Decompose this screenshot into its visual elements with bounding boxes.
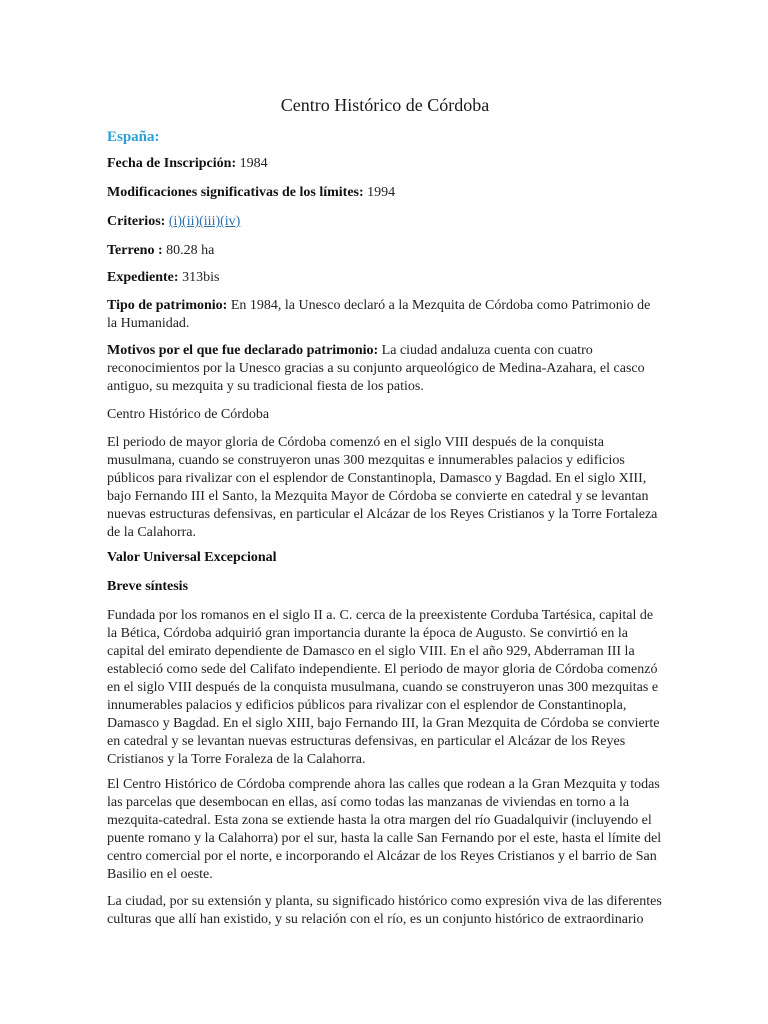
field-label: Fecha de Inscripción: — [107, 156, 237, 171]
subtitle-text: Centro Histórico de Córdoba — [107, 407, 270, 422]
field-value: 1994 — [367, 185, 396, 200]
country-heading: España: — [107, 129, 160, 145]
paragraph-1: El periodo de mayor gloria de Córdoba comenzó en el siglo VIII después de la conquista musulmana, cuando se construyeron unas 300 mezquitas e innumerables palacios y edificios públicos para rivalizar con el esplendor de Constantinopla, Damasco y Bagdad. En el siglo XIII, bajo Fernando III el Santo, la Mezquita Mayor de Córdoba se convierte en catedral y se levantan nuevas estructuras defensivas, en particular el Alcázar de los Reyes Cristianos y la Torre Fortaleza de la Calahorra. — [107, 435, 658, 540]
field-value: 80.28 ha — [166, 243, 215, 258]
criterios-link[interactable]: (i)(ii)(iii)(iv) — [168, 214, 241, 229]
field-tipo-patrimonio — [107, 297, 663, 333]
field-label: Modificaciones significativas de los límites: — [107, 185, 364, 200]
field-terreno — [107, 242, 663, 260]
field-modificaciones — [107, 184, 663, 202]
heading-breve-sintesis: Breve síntesis — [107, 579, 189, 594]
field-value: 313bis — [182, 270, 220, 285]
field-label: Expediente: — [107, 270, 179, 285]
field-value: 1984 — [239, 156, 268, 171]
heading-valor-universal: Valor Universal Excepcional — [107, 550, 277, 565]
field-label: Tipo de patrimonio: — [107, 298, 228, 313]
paragraph-2: Fundada por los romanos en el siglo II a. C. cerca de la preexistente Corduba Tartésica, capital de la Bética, Córdoba adquirió gran importancia durante la época de Augusto. Se convirtió en la capital del emirato dependiente de Damasco en el siglo VIII. En el año 929, Abderraman III la estableció como sede del Califato independiente. El periodo de mayor gloria de Córdoba comenzó en el siglo VIII después de la conquista musulmana, cuando se construyeron unas 300 mezquitas e innumerables palacios y edificios públicos para rivalizar con el esplendor de Constantinopla, Damasco y Bagdad. En el siglo XIII, bajo Fernando III, la Gran Mezquita de Córdoba se convierte en catedral y se levantan nuevas estructuras defensivas, en particular el Alcázar de los Reyes Cristianos y la Torre Foraleza de la Calahorra. — [107, 608, 660, 767]
field-value: La ciudad andaluza cuenta con cuatro reconocimientos por la Unesco gracias a su conjunto arqueológico de Medina-Azahara, el casco antiguo, su mezquita y su tradicional fiesta de los patios. — [107, 343, 645, 394]
field-label: Terreno : — [107, 243, 163, 258]
field-criterios — [107, 213, 663, 231]
field-inscripcion — [107, 155, 663, 173]
field-label: Motivos por el que fue declarado patrimonio: — [107, 343, 379, 358]
field-motivos — [107, 342, 663, 396]
page-title: Centro Histórico de Córdoba — [280, 95, 490, 115]
paragraph-4: La ciudad, por su extensión y planta, su significado histórico como expresión viva de las diferentes culturas que allí han existido, y su relación con el río, es un conjunto histórico de extraordinario — [107, 894, 662, 927]
field-value: En 1984, la Unesco declaró a la Mezquita de Córdoba como Patrimonio de la Humanidad. — [107, 298, 651, 331]
field-expediente — [107, 269, 663, 287]
field-label: Criterios: — [107, 214, 166, 229]
paragraph-3: El Centro Histórico de Córdoba comprende ahora las calles que rodean a la Gran Mezquita y todas las parcelas que desembocan en ellas, así como todas las manzanas de viviendas en torno a la mezquita-catedral. Esta zona se extiende hasta la otra margen del río Guadalquivir (incluyendo el puente romano y la Calahorra) por el sur, hasta la calle San Fernando por el este, hasta el límite del centro comercial por el norte, e incorporando el Alcázar de los Reyes Cristianos y el barrio de San Basilio en el oeste. — [107, 777, 662, 882]
